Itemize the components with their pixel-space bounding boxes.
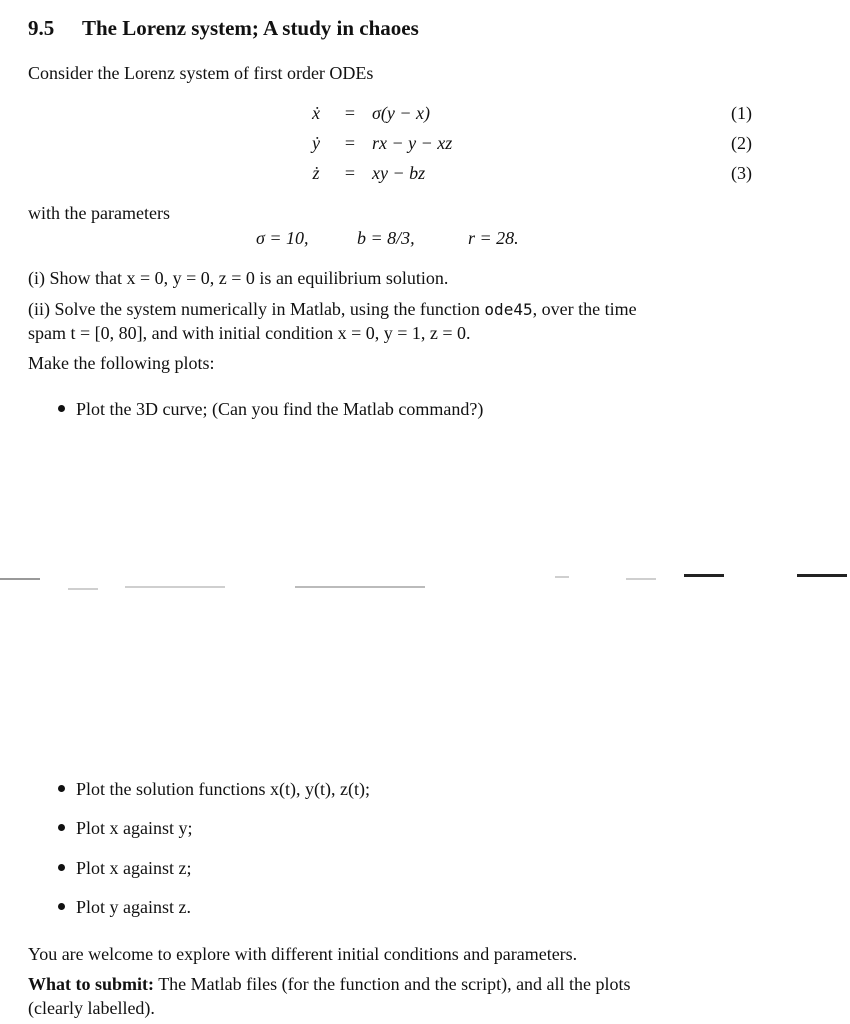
scan-artifact: [68, 588, 98, 590]
equation-number: (1): [731, 103, 752, 123]
scan-artifact: [555, 576, 569, 578]
bullet-icon: [58, 405, 65, 412]
equation-row: [0, 101, 850, 125]
part-i-text: (i) Show that x = 0, y = 0, z = 0 is an equilibrium solution.: [28, 268, 449, 288]
submit-text: The Matlab files (for the function and the script), and all the plots: [154, 974, 631, 994]
list-item: Plot y against z.: [76, 897, 191, 917]
intro-text: Consider the Lorenz system of first order ODEs: [28, 63, 374, 83]
list-item: Plot x against z;: [76, 858, 192, 878]
equation-row: [0, 131, 850, 155]
scan-artifact: [797, 574, 847, 577]
equation-rhs: σ(y − x): [372, 103, 430, 123]
part-ii-prefix: (ii) Solve the system numerically in Matlab, using the function: [28, 299, 485, 319]
equation-equals: =: [344, 133, 356, 153]
part-ii-line2: spam t = [0, 80], and with initial condition x = 0, y = 1, z = 0.: [28, 323, 471, 343]
scan-artifact: [684, 574, 724, 577]
equation-rhs: xy − bz: [372, 163, 426, 183]
equation-number: (2): [731, 133, 752, 153]
scan-artifact: [0, 578, 40, 580]
section-number: 9.5: [28, 16, 55, 40]
list-item: Plot x against y;: [76, 818, 193, 838]
bullet-icon: [58, 864, 65, 871]
equation-equals: =: [344, 163, 356, 183]
bullet-icon: [58, 785, 65, 792]
submit-line2: (clearly labelled).: [28, 998, 155, 1018]
part-ii-suffix: , over the time: [532, 299, 637, 319]
submit-label: What to submit:: [28, 974, 155, 994]
scan-artifact: [626, 578, 656, 580]
equation-lhs: ẋ: [312, 103, 320, 123]
bullet-icon: [58, 824, 65, 831]
submit-line1: [28, 972, 631, 996]
list-item: Plot the solution functions x(t), y(t), z(t);: [76, 779, 370, 799]
function-name: ode45: [484, 300, 533, 319]
param-b: b = 8/3,: [357, 228, 415, 248]
param-sigma: σ = 10,: [256, 228, 309, 248]
part-ii-line1: [28, 297, 637, 322]
equation-lhs: ẏ: [312, 133, 320, 153]
param-r: r = 28.: [468, 228, 519, 248]
welcome-text: You are welcome to explore with different initial conditions and parameters.: [28, 944, 578, 964]
scan-artifact: [295, 586, 425, 588]
list-item: Plot the 3D curve; (Can you find the Matlab command?): [76, 399, 484, 419]
equation-row: [0, 161, 850, 185]
equation-number: (3): [731, 163, 752, 183]
params-intro: with the parameters: [28, 203, 170, 223]
bullet-icon: [58, 903, 65, 910]
section-title: The Lorenz system; A study in chaoes: [82, 16, 419, 40]
equation-lhs: ż: [312, 163, 320, 183]
plots-intro: Make the following plots:: [28, 353, 215, 373]
equation-rhs: rx − y − xz: [372, 133, 453, 153]
equation-equals: =: [344, 103, 356, 123]
scan-artifact: [125, 586, 225, 588]
